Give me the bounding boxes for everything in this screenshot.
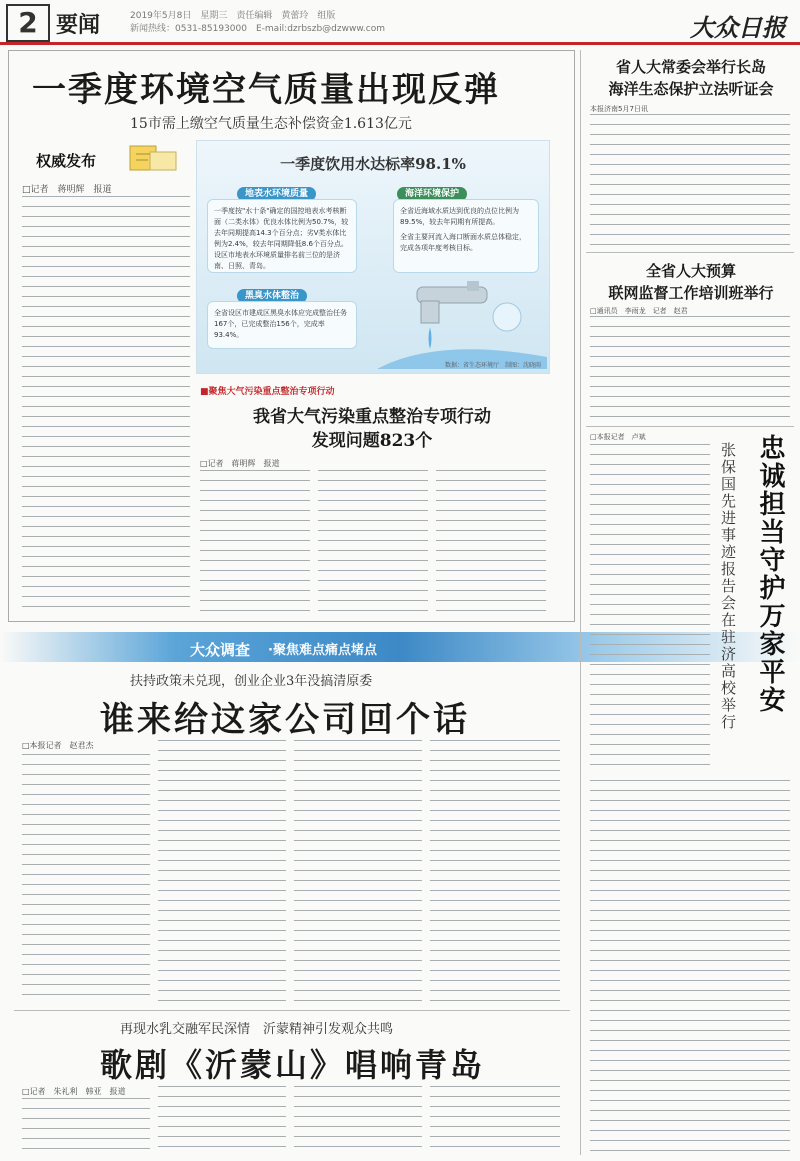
second-headline-line2: 发现问题823个 (311, 431, 433, 451)
lead-byline: □记者 蒋明辉 报道 (22, 185, 112, 195)
sidebar-story1-headline2: 海洋生态保护立法听证会 (608, 80, 774, 98)
special-action-label: ■聚焦大气污染重点整治专项行动 (200, 387, 335, 397)
sidebar-story2-byline: □通讯员 李雨龙 记者 赵君 (590, 307, 688, 315)
page-header (0, 0, 800, 42)
second-headline-line1: 我省大气污染重点整治专项行动 (253, 407, 491, 427)
marine-card (393, 199, 539, 273)
black-water-tag: 黑臭水体整治 (237, 289, 307, 303)
survey-banner-text: ·聚焦难点痛点堵点 (268, 643, 377, 658)
header-meta-line1: 2019年5月8日 星期三 责任编辑 黄蕾玲 组版 (130, 11, 336, 21)
marine-tag: 海洋环境保护 (397, 187, 467, 201)
sidebar-story3-byline: □本报记者 卢斌 (590, 433, 646, 441)
investigation-kicker: 扶持政策未兑现，创业企业3年没搞清原委 (130, 674, 373, 689)
opera-top-rule (14, 1010, 570, 1011)
opera-col1 (22, 1098, 150, 1154)
header-rule (0, 42, 800, 45)
page-number: 2 (6, 4, 50, 42)
surface-water-card: 一季度按"水十条"确定的国控地表水考核断面（二类水体）优良水体比例为50.7%，较去年同期提高14.3个百分点；劣Ⅴ类水体比例为2.4%，较去年同期降低8.6个百分点。设区市地表水环境质量排名前三位的是济南、日照、青岛。 (207, 199, 357, 273)
sidebar-story2-body (590, 316, 790, 420)
lead-headline: 一季度环境空气质量出现反弹 (32, 70, 500, 110)
header-meta-line2: 新闻热线：0531-85193000 E-mail:dzrbszb@dzwww.com (130, 24, 385, 34)
infographic-title: 一季度饮用水达标率98.1% (280, 155, 466, 173)
sidebar-divider (580, 50, 581, 1155)
section-title: 要闻 (56, 13, 101, 38)
lead-subheadline: 15市需上缴空气质量生态补偿资金1.613亿元 (130, 116, 412, 132)
sidebar-story1-body (590, 114, 790, 246)
marine-text-1: 全省近海域水质达到优良的点位比例为89.5%，较去年同期有所提高。 (400, 207, 519, 226)
sidebar-rule1 (586, 252, 794, 253)
infographic-credit: 数据：省生态环境厅 制图：沈晓雨 (444, 362, 541, 369)
sidebar-rule2 (586, 426, 794, 427)
survey-banner-logo: 大众调查 (190, 641, 251, 659)
investigation-byline: □本报记者 赵君杰 (22, 741, 94, 750)
sidebar-story1-byline: 本报济南5月7日讯 (590, 105, 648, 113)
black-water-card: 全省设区市建成区黑臭水体应完成整治任务167个，已完成整治156个，完成率93.4%。 (207, 301, 357, 349)
sidebar-story1-headline1: 省人大常委会举行长岛 (615, 58, 766, 76)
header-meta (130, 10, 385, 36)
water-quality-infographic (196, 140, 550, 374)
authority-label (22, 140, 192, 176)
second-body-col1 (200, 470, 310, 614)
opera-headline: 歌剧《沂蒙山》唱响青岛 (100, 1046, 486, 1084)
document-icon (122, 142, 186, 174)
opera-col4 (430, 1086, 560, 1154)
sidebar-story3-body-top (590, 444, 710, 772)
investigation-col3 (294, 740, 422, 1002)
second-byline: □记者 蒋明辉 报道 (200, 459, 280, 468)
lead-body-text (22, 196, 190, 614)
authority-label-text: 权威发布 (36, 152, 97, 170)
opera-kicker: 再现水乳交融军民深情 沂蒙精神引发观众共鸣 (120, 1022, 394, 1037)
sidebar-story3-title: 忠诚担当守护万家平安 (755, 434, 785, 714)
second-body-col3 (436, 470, 546, 614)
surface-water-tag: 地表水环境质量 (237, 187, 316, 201)
sidebar-story2-headline1: 全省人大预算 (645, 262, 736, 280)
sidebar-story2-headline2: 联网监督工作培训班举行 (608, 284, 774, 302)
investigation-headline: 谁来给这家公司回个话 (100, 700, 470, 740)
opera-col2 (158, 1086, 286, 1154)
newspaper-logo: 大众日报 (690, 13, 786, 42)
second-body-col2 (318, 470, 428, 614)
faucet-icon (377, 277, 547, 369)
opera-byline: □记者 朱礼利 韩亚 报道 (22, 1087, 126, 1096)
marine-text-2: 全省主要河流入海口断面水质总体稳定，完成各项年度考核目标。 (400, 233, 526, 252)
opera-col3 (294, 1086, 422, 1154)
investigation-col2 (158, 740, 286, 1002)
investigation-col1 (22, 754, 150, 1002)
investigation-col4 (430, 740, 560, 1002)
sidebar-story3-subtitle: 张保国先进事迹报告会在驻济高校举行 (719, 442, 737, 731)
sidebar-story3-body-bottom (590, 780, 790, 1154)
